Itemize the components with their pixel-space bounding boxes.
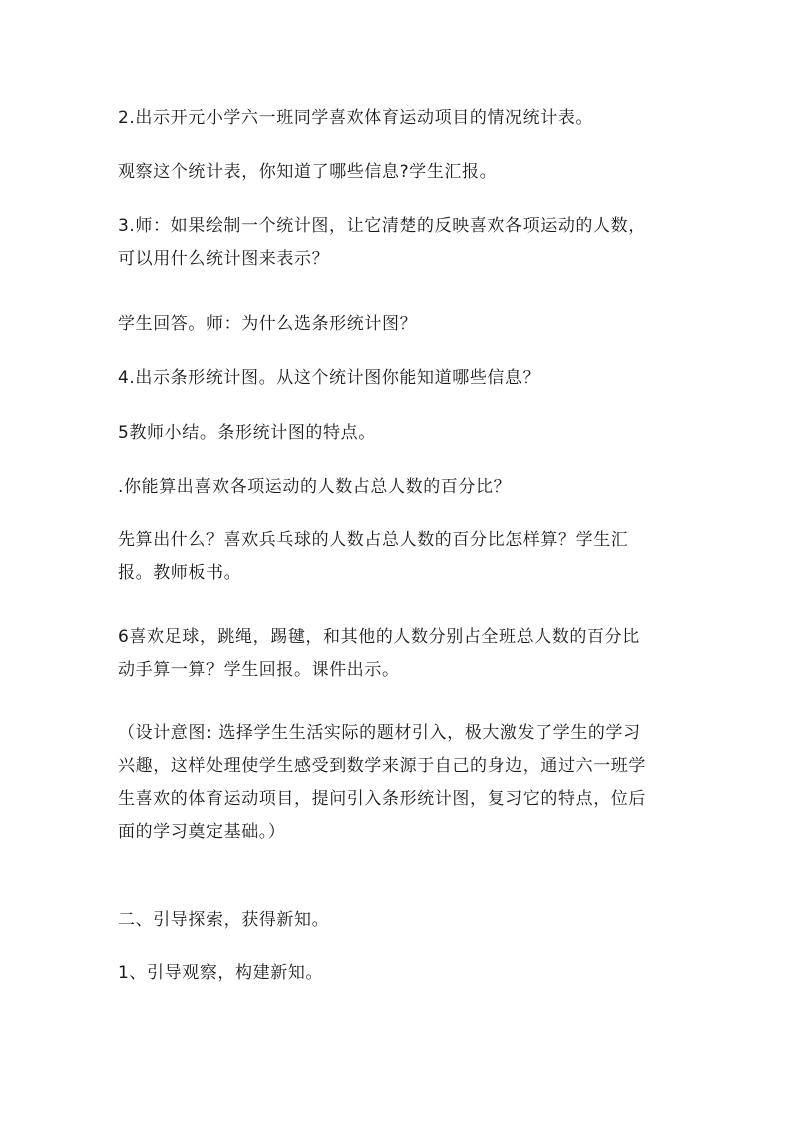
text-line: 报。教师板书。 xyxy=(118,563,242,583)
text-line: 5教师小结。条形统计图的特点。 xyxy=(118,423,376,443)
paragraph-calculation-first xyxy=(118,524,684,590)
paragraph-percentage-question xyxy=(118,471,684,504)
text-line: 学生回答。师：为什么选条形统计图？ xyxy=(118,314,418,334)
text-line: 动手算一算？学生回报。课件出示。 xyxy=(118,660,400,680)
text-line: 生喜欢的体育运动项目，提问引入条形统计图，复习它的特点，位后 xyxy=(118,789,646,809)
text-line: 兴趣，这样处理使学生感受到数学来源于自己的身边，通过六一班学 xyxy=(118,756,646,776)
text-line: 2.出示开元小学六一班同学喜欢体育运动项目的情况统计表。 xyxy=(118,108,594,128)
paragraph-teacher-question xyxy=(118,210,684,276)
paragraph-teacher-summary xyxy=(118,417,684,450)
text-line: 观察这个统计表，你知道了哪些信息?学生汇报。 xyxy=(118,162,498,182)
text-line: （设计意图: 选择学生生活实际的题材引入，极大激发了学生的学习 xyxy=(118,723,641,743)
text-line: 1、引导观察，构建新知。 xyxy=(118,963,324,983)
subsection-heading-observe xyxy=(118,957,684,990)
paragraph-student-answer xyxy=(118,308,684,341)
text-line: 面的学习奠定基础。） xyxy=(118,822,286,842)
paragraph-observe-table xyxy=(118,156,684,189)
text-line: 4.出示条形统计图。从这个统计图你能知道哪些信息？ xyxy=(118,368,541,388)
text-line: 可以用什么统计图来表示？ xyxy=(118,249,330,269)
paragraph-show-table xyxy=(118,102,684,135)
paragraph-other-sports xyxy=(118,621,684,687)
text-line: 6喜欢足球，跳绳，踢毽，和其他的人数分别占全班总人数的百分比 xyxy=(118,627,640,647)
text-line: 二、引导探索，获得新知。 xyxy=(118,910,330,930)
section-heading-explore xyxy=(118,904,684,937)
paragraph-show-bar-chart xyxy=(118,362,684,395)
text-line: 3.师：如果绘制一个统计图，让它清楚的反映喜欢各项运动的人数， xyxy=(118,216,646,236)
text-line: .你能算出喜欢各项运动的人数占总人数的百分比？ xyxy=(118,477,512,497)
text-line: 先算出什么？喜欢兵乓球的人数占总人数的百分比怎样算？学生汇 xyxy=(118,530,629,550)
paragraph-design-intent xyxy=(118,717,684,849)
